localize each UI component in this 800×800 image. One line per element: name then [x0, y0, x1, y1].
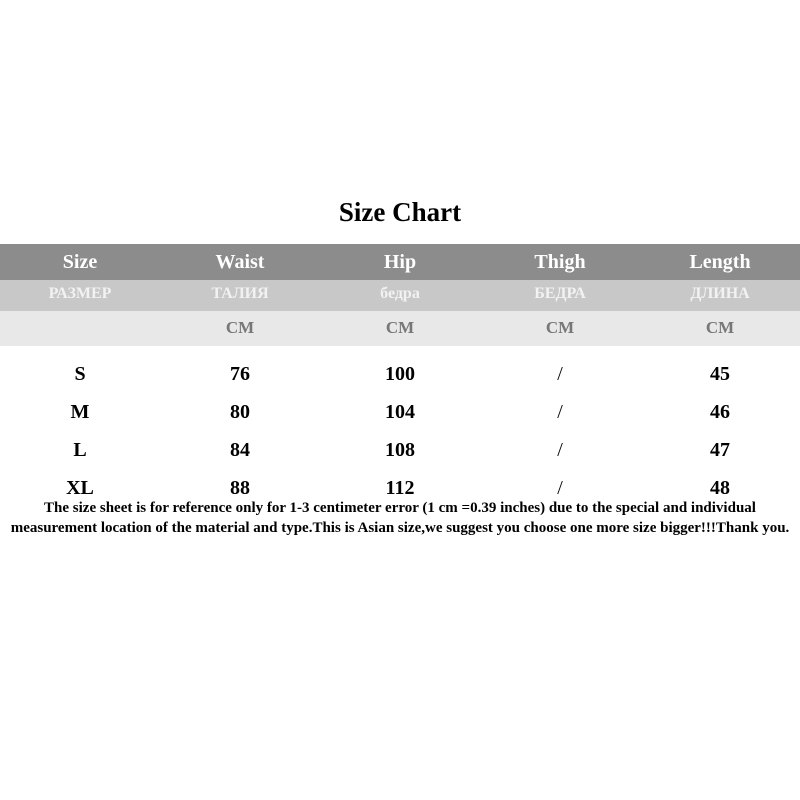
- waist-cell: 76: [230, 363, 250, 385]
- waist-cell: 88: [230, 477, 250, 499]
- unit-waist: CM: [225, 318, 255, 337]
- length-cell: 45: [710, 363, 730, 385]
- header-waist: Waist: [215, 251, 265, 273]
- unit-hip: CM: [385, 318, 415, 337]
- size-cell: XL: [66, 477, 94, 499]
- size-disclaimer-note: The size sheet is for reference only for 1-3 centimeter error (1 cm =0.39 inches) due to the special and individual measurement location of the material and type.This is Asian size,we suggest you choose one more size bigger!!!Thank you.: [10, 500, 790, 536]
- size-cell: S: [74, 363, 86, 385]
- hip-cell: 108: [385, 439, 415, 461]
- hip-cell: 100: [385, 363, 415, 385]
- table-row: [0, 431, 800, 469]
- russian-header-row: [0, 280, 800, 311]
- waist-cell: 80: [230, 401, 250, 423]
- unit-row: [0, 311, 800, 346]
- length-cell: 47: [710, 439, 730, 461]
- ru-size: РАЗМЕР: [48, 285, 112, 302]
- waist-cell: 84: [230, 439, 250, 461]
- hip-cell: 112: [385, 477, 415, 499]
- header-length: Length: [689, 251, 751, 273]
- ru-length: ДЛИНА: [690, 285, 750, 302]
- ru-waist: ТАЛИЯ: [211, 285, 269, 302]
- thigh-cell: /: [557, 439, 563, 461]
- unit-size: [0, 311, 160, 346]
- unit-length: CM: [705, 318, 735, 337]
- thigh-cell: /: [557, 477, 563, 499]
- ru-thigh: БЕДРА: [534, 285, 586, 302]
- hip-cell: 104: [385, 401, 415, 423]
- header-row: [0, 244, 800, 280]
- size-cell: L: [73, 439, 87, 461]
- thigh-cell: /: [557, 401, 563, 423]
- header-hip: Hip: [383, 251, 417, 273]
- ru-hip: бедра: [380, 285, 420, 302]
- table-row: [0, 393, 800, 431]
- size-table-body: [0, 355, 800, 507]
- header-size: Size: [62, 251, 98, 273]
- table-row: [0, 355, 800, 393]
- thigh-cell: /: [557, 363, 563, 385]
- size-cell: M: [70, 401, 90, 423]
- length-cell: 46: [710, 401, 730, 423]
- length-cell: 48: [710, 477, 730, 499]
- size-chart-title: Size Chart: [338, 197, 462, 227]
- header-thigh: Thigh: [534, 251, 586, 273]
- unit-thigh: CM: [545, 318, 575, 337]
